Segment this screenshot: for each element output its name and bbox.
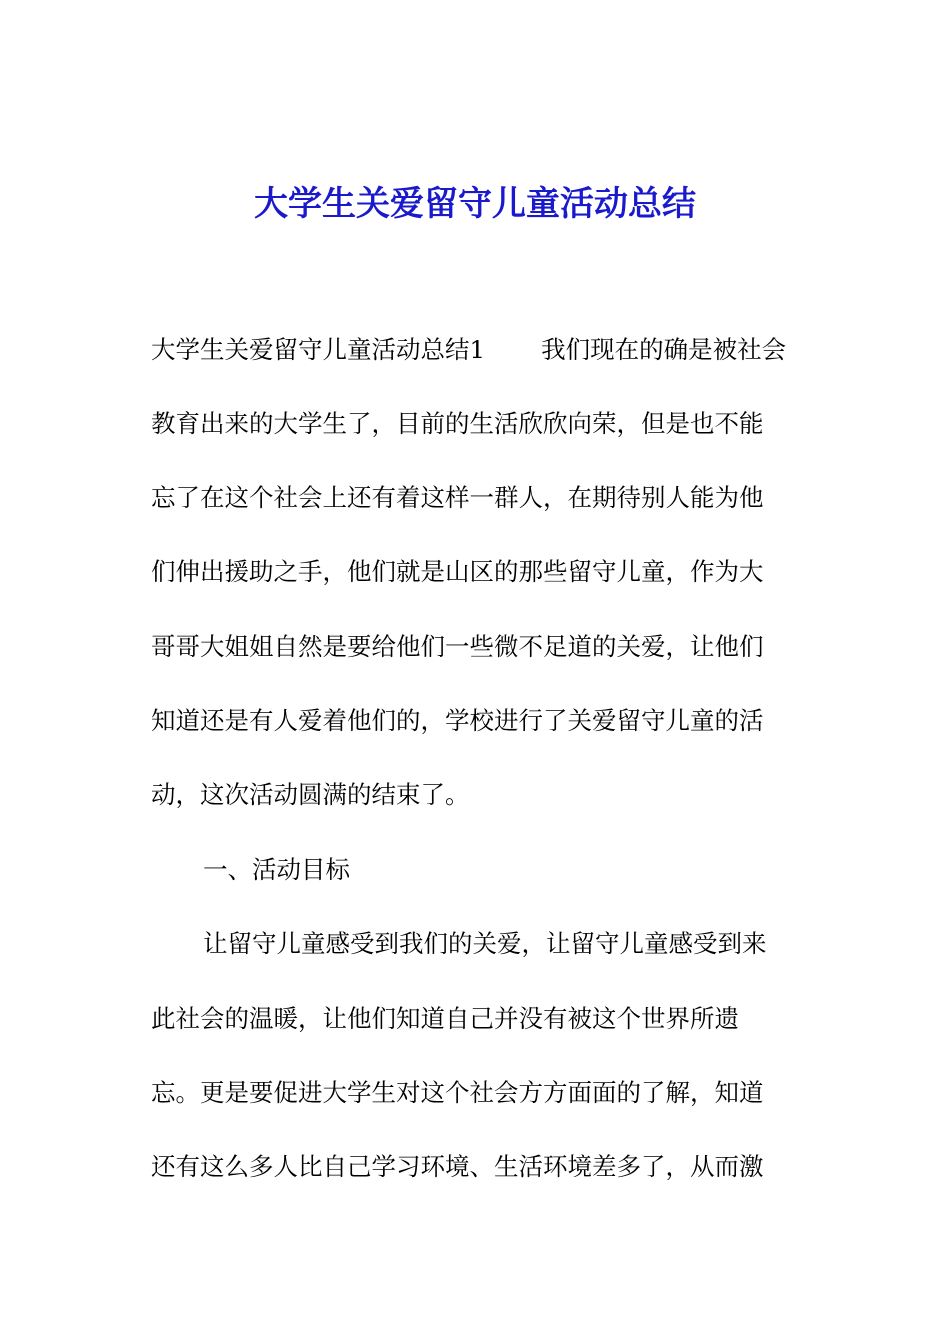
paragraph-line: 教育出来的大学生了，目前的生活欣欣向荣，但是也不能 (151, 409, 764, 438)
paragraph-line (151, 330, 811, 370)
document-title: 大学生关爱留守儿童活动总结 (254, 184, 696, 224)
paragraph-line: 知道还是有人爱着他们的，学校进行了关爱留守儿童的活 (151, 706, 764, 735)
paragraph-line: 们伸出援助之手，他们就是山区的那些留守儿童，作为大 (151, 557, 764, 586)
summary-heading: 大学生关爱留守儿童活动总结1 (151, 335, 486, 364)
paragraph-line: 哥哥大姐姐自然是要给他们一些微不足道的关爱，让他们 (151, 632, 764, 661)
paragraph-line: 让留守儿童感受到我们的关爱，让留守儿童感受到来 (203, 929, 767, 958)
paragraph-line: 忘了在这个社会上还有着这样一群人，在期待别人能为他 (151, 483, 764, 512)
section-heading: 一、活动目标 (203, 855, 350, 884)
paragraph-line: 忘。更是要促进大学生对这个社会方方面面的了解，知道 (151, 1078, 764, 1107)
paragraph-line: 此社会的温暖，让他们知道自己并没有被这个世界所遗 (151, 1004, 739, 1033)
paragraph-line: 动，这次活动圆满的结束了。 (151, 780, 470, 809)
paragraph-text: 我们现在的确是被社会 (541, 335, 787, 364)
paragraph-line: 还有这么多人比自己学习环境、生活环境差多了，从而激 (151, 1152, 764, 1181)
